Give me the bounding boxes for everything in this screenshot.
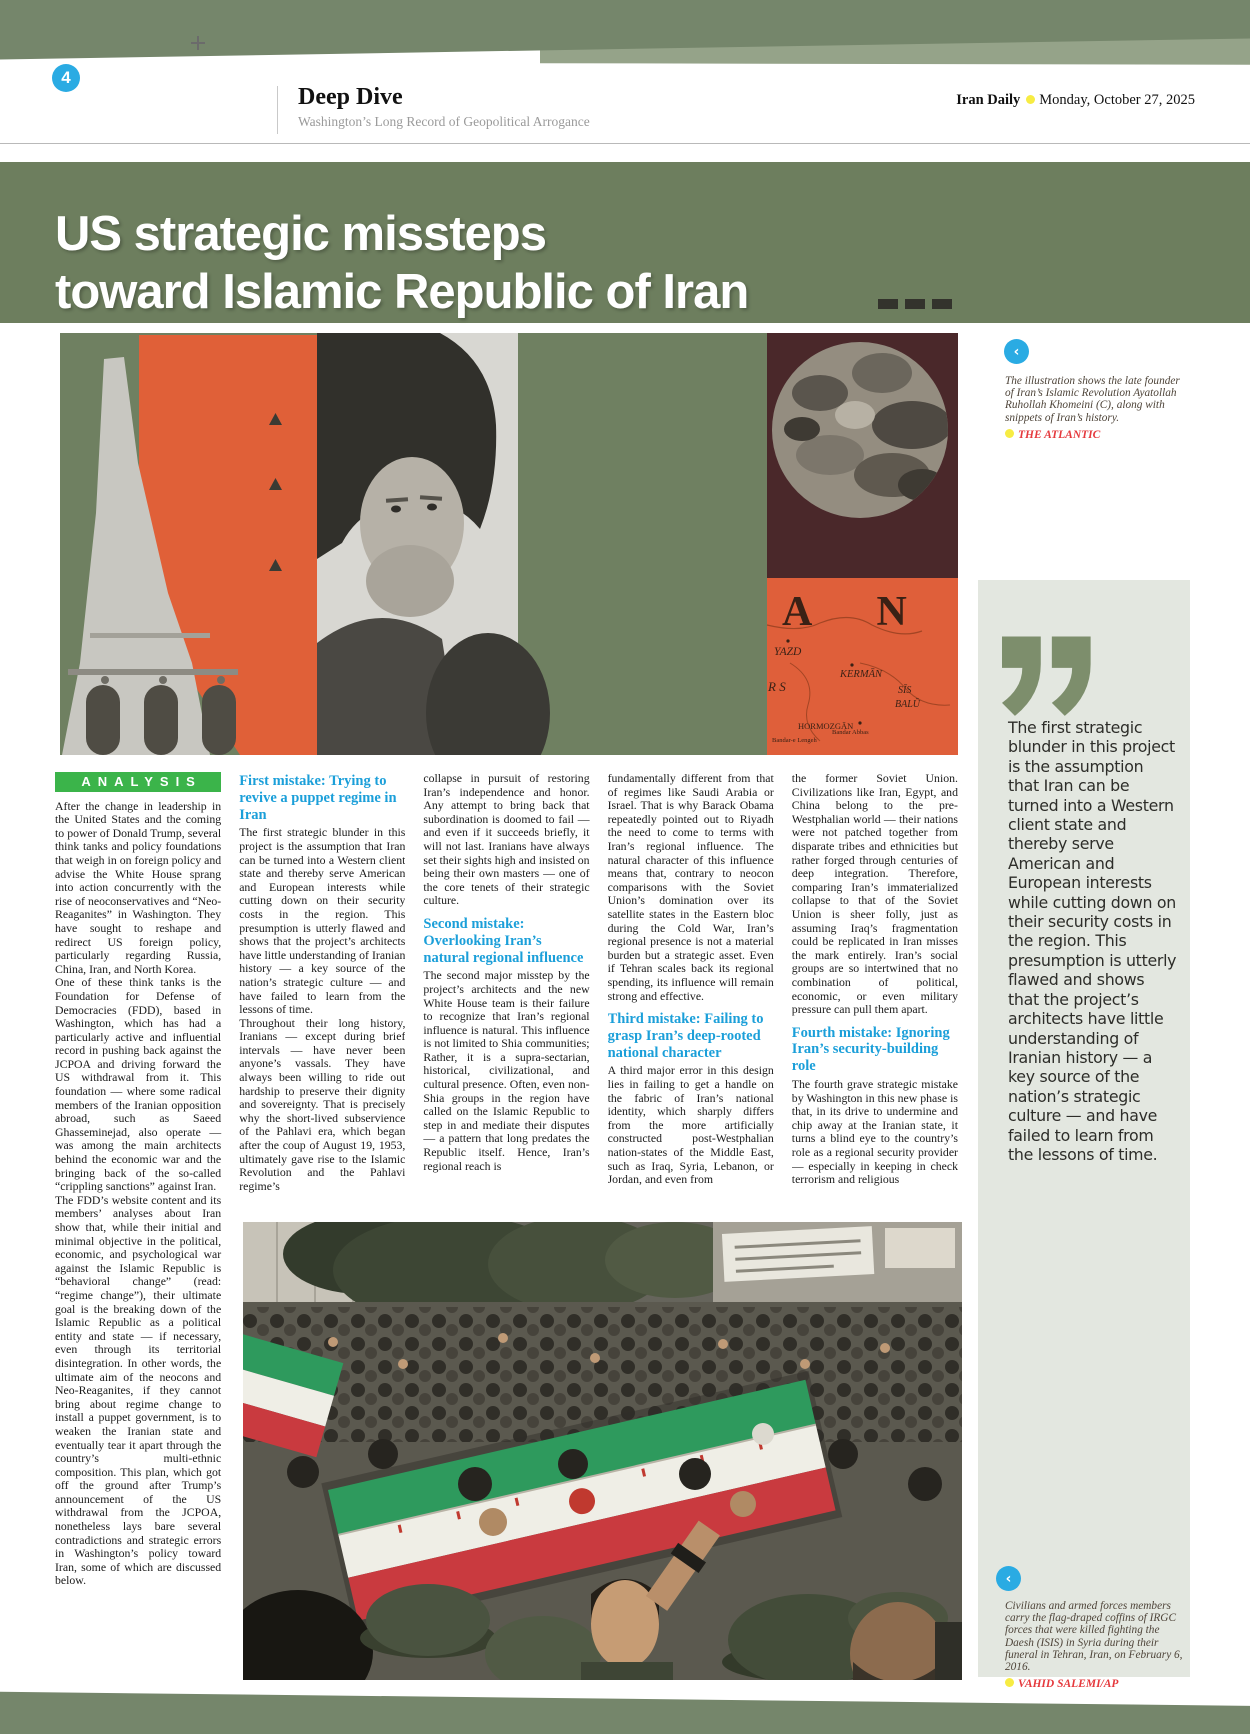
body-paragraph: After the change in leadership in the United States and the coming to power of Donald Trump, several think tanks and policy foundations that weigh in on foreign policy and advise the White House sprang into action concurrently with the rise of neoconservatives and “Neo-Reaganites” in Washington. They have sought to reshape and redirect US foreign policy, particularly regarding Russia, China, Iran, and North Korea. (55, 798, 222, 976)
body-paragraph: The fourth grave strategic mistake by Washington in this new phase is that, in its drive to undermine and chip away at the Iranian state, it turns a blind eye to the country’s role as a regional security provider — especially in keeping in check terrorism and religious (791, 1077, 958, 1187)
page-number-badge (52, 64, 80, 92)
map-label-bandar-lengeh: Bandar-e Lengeh (772, 737, 817, 744)
film-strip-decoration (878, 296, 959, 314)
bottom-band (0, 1690, 1250, 1734)
history-panel (767, 333, 958, 755)
section-divider-rule (277, 86, 278, 134)
body-paragraph: the former Soviet Union. Civilizations like Iran, Egypt, and China belong to the pre-Westphalian world — their nations were not patched together from disparate tribes and ethnicities but rather forged through centuries of deep integration. Therefore, comparing Iran’s immaterialized collapse to that of the Soviet Union is sheer folly, just as assuming Iraq’s fragmentation could be replicated in Iran misses the mark entirely. Iran’s social groups are so intertwined that no combination of political, economic, or even military pressure can pull them apart. (791, 772, 958, 1017)
body-paragraph: fundamentally different from that of regimes like Saudi Arabia or Israel. That is why Barack Obama repeatedly pointed out to Riyadh the need to come to terms with Iran’s regional influence. The natural character of this influence means that, contrary to neocon comparisons with the Soviet Union’s domination over its satellite states in the Eastern bloc during the Cold War, Iran’s regional presence is not a material burden but a strategic asset. Even if Tehran scales back its regional spending, its influence will remain strong and effective. (607, 772, 774, 1003)
pull-quote-panel (978, 580, 1190, 1677)
map-label-balu: BALŪ (895, 699, 920, 710)
map-label-hormozgan: HORMOZGĀN (798, 721, 854, 731)
bottom-photo-caption (1005, 1600, 1191, 1690)
mistake-heading: Third mistake: Failing to grasp Iran’s deep-rooted national character (607, 1011, 764, 1061)
mistake-heading: Fourth mistake: Ignoring Iran’s security-building role (791, 1024, 950, 1075)
top-credit-text: THE ATLANTIC (1018, 428, 1101, 441)
headline-line-2: toward Islamic Republic of Iran (55, 264, 749, 319)
article-column-3 (423, 772, 589, 1196)
bottom-caption-credit (1005, 1678, 1191, 1690)
bottom-credit-text: VAHID SALEMI/AP (1018, 1678, 1119, 1691)
body-paragraph: The first strategic blunder in this project is the assumption that Iran can be turned into a Western client state and thereby serve American and European interests while cutting down on their security costs in the region. This presumption is utterly flawed and shows that the project’s architects have little understanding of Iranian history — a key source of the nation’s strategic culture — and have failed to learn from the lessons of time. (239, 825, 406, 1017)
section-subtitle: Washington’s Long Record of Geopolitical Arrogance (298, 114, 590, 129)
pull-quote-text: The first strategic blunder in this project is the assumption that Iran can be turned into a Western client state and thereby serve American and European interests while cutting down on their security costs in the region. This presumption is utterly flawed and shows that the project’s architects have little understanding of Iranian history — a key source of the nation’s strategic culture — and have failed to learn from the lessons of time. (1008, 718, 1177, 1164)
analysis-label: ANALYSIS (55, 772, 221, 792)
mistake-heading: First mistake: Trying to revive a puppet regime in Iran (239, 773, 397, 823)
funeral-photo (243, 1222, 962, 1680)
issue-date: Monday, October 27, 2025 (1039, 92, 1195, 108)
yellow-dot-icon (1005, 1678, 1014, 1687)
yellow-dot-icon (1005, 429, 1014, 438)
article-column-2 (239, 772, 405, 1196)
body-paragraph: The FDD’s website content and its members’ analyses about Iran show that, while their initial and minimal objective in the political, economic, and psychological war against the Islamic Republic is “behavioral change” (read: “regime change”), their ultimate goal is the breaking down of the Islamic Republic as a political entity and state — if necessary, even through its territorial disintegration. In other words, the ultimate aim of the neocons and Neo-Reaganites, if they cannot bring about regime change to install a puppet government, is to weaken the Iranian state and eventually tear it apart through the country’s multi-ethnic composition. This plan, which got off the ground after Trump’s announcement of the US withdrawal from the JCPOA, nonetheless lays bare several contradictions and strategic errors in Washington’s policy toward Iran, some of which are discussed below. (55, 1192, 222, 1588)
body-paragraph: A third major error in this design lies in failing to get a handle on the fabric of Iran’s national identity, which sharply differs from the more artificially constructed post-Westphalian nation-states of the Middle East, such as Iraq, Syria, Lebanon, or Jordan, and even from (607, 1063, 774, 1187)
caption-back-button[interactable]: ‹ (996, 1566, 1021, 1591)
masthead-rule (0, 143, 1250, 144)
article-headline (55, 205, 748, 321)
masthead-dateline (956, 92, 1195, 109)
registration-cross-icon (191, 36, 205, 50)
article-column-5 (792, 772, 958, 1196)
headline-line-1: US strategic missteps (55, 206, 546, 261)
top-photo-caption (1005, 375, 1191, 441)
map-label-sis: SĪS (898, 685, 912, 696)
map-label-iran: A N (782, 589, 935, 635)
khomeini-portrait (317, 333, 550, 755)
map-label-kerman: KERMĀN (840, 669, 882, 680)
map-label-rs: R S (768, 679, 786, 694)
map-label-bandar-abbas: Bandar Abbas (832, 729, 869, 736)
article-column-4 (608, 772, 774, 1196)
top-caption-text: The illustration shows the late founder of Iran’s Islamic Revolution Ayatollah Ruhollah Khomeini (C), along with snippets of Iran’s history. (1005, 375, 1180, 424)
body-paragraph: Throughout their long history, Iranians — except during brief intervals — have never been anyone’s vassals. They have always been willing to ride out hardship to preserve their dignity and sovereignty. That is precisely why the short-lived subservience of the Pahlavi era, which began after the coup of August 19, 1953, ultimately gave rise to the Islamic Revolution and the Pahlavi regime’s (239, 1015, 406, 1193)
section-title: Deep Dive (298, 84, 403, 110)
body-paragraph: collapse in pursuit of restoring Iran’s independence and honor. Any attempt to bring back that subordination is doomed to fail — and even if it succeeds briefly, it will not last. Iranians have always set their sights high and insisted on being their own masters — one of the core tenets of their strategic culture. (423, 772, 590, 908)
page-number: 4 (61, 68, 71, 87)
body-paragraph: One of these think tanks is the Foundation for Defense of Democracies (FDD), based in Washington, which has had a particularly active and influential record in pushing back against the JCPOA and driving forward the US withdrawal from it. This foundation — where some radical members of the Iranian opposition abroad, such as Saeed Ghasseminejad, also operate — was among the main architects behind the economic war and the bringing back of the so-called “crippling sanctions” against Iran. (55, 975, 222, 1194)
quote-marks-icon (1002, 636, 1098, 720)
bottom-caption-text: Civilians and armed forces members carry the flag-draped coffins of IRGC forces that were killed fighting the Daesh (ISIS) in Syria during their funeral in Tehran, Iran, on February 6, 2016. (1005, 1600, 1183, 1674)
map-label-yazd: YAZD (774, 646, 802, 658)
yellow-dot-icon (1026, 95, 1035, 104)
mistake-heading: Second mistake: Overlooking Iran’s natural regional influence (423, 915, 584, 966)
top-collage-illustration (60, 333, 958, 755)
caption-back-button[interactable]: ‹ (1004, 339, 1029, 364)
body-paragraph: The second major misstep by the project’s architects and the new White House team is their failure to recognize that Iran’s regional influence is natural. This influence is not limited to Shia communities; Rather, it is a supra-sectarian, historical, civilizational, and cultural presence. Often, even non-Shia groups in the region have called on the Islamic Republic to step in and mediate their disputes — a pattern that long predates the Republic itself. Hence, Iran’s regional reach is (423, 968, 590, 1173)
article-column-1 (55, 772, 221, 1588)
headline-block (0, 162, 1250, 323)
paper-name: Iran Daily (956, 92, 1021, 108)
top-caption-credit (1005, 429, 1191, 441)
